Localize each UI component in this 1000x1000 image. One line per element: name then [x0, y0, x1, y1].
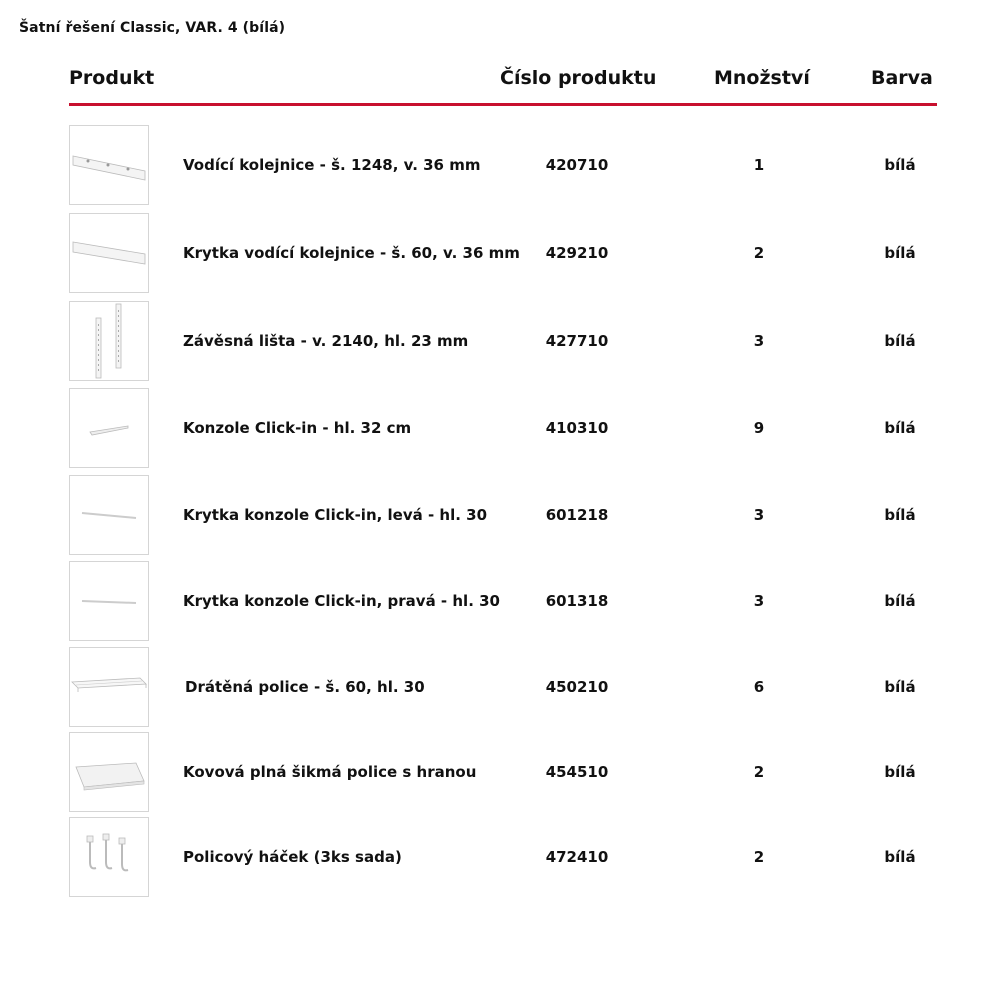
column-header-number: Číslo produktu — [500, 67, 657, 89]
product-color: bílá — [884, 156, 916, 174]
bracket-cover-right-icon — [69, 561, 149, 641]
product-number: 454510 — [545, 763, 609, 781]
hanging-bar-icon — [69, 301, 149, 381]
product-number: 429210 — [545, 244, 609, 262]
table-row — [0, 732, 1000, 814]
product-quantity: 9 — [753, 419, 765, 437]
header-divider — [69, 103, 937, 106]
table-row — [0, 125, 1000, 207]
product-quantity: 2 — [753, 848, 765, 866]
product-name: Policový háček (3ks sada) — [183, 848, 402, 866]
product-color: bílá — [884, 678, 916, 696]
product-name: Kovová plná šikmá police s hranou — [183, 763, 477, 781]
product-name: Krytka vodící kolejnice - š. 60, v. 36 mm — [183, 244, 520, 262]
table-row — [0, 647, 1000, 729]
product-quantity: 6 — [753, 678, 765, 696]
bracket-icon — [69, 388, 149, 468]
product-color: bílá — [884, 506, 916, 524]
product-color: bílá — [884, 848, 916, 866]
column-header-quantity: Množství — [714, 67, 810, 89]
wire-shelf-icon — [69, 647, 149, 727]
table-row — [0, 301, 1000, 383]
rail-icon — [69, 125, 149, 205]
product-number: 601218 — [545, 506, 609, 524]
product-color: bílá — [884, 332, 916, 350]
sloped-shelf-icon — [69, 732, 149, 812]
rail-cover-icon — [69, 213, 149, 293]
product-name: Závěsná lišta - v. 2140, hl. 23 mm — [183, 332, 469, 350]
table-row — [0, 475, 1000, 557]
product-number: 472410 — [545, 848, 609, 866]
table-row — [0, 213, 1000, 295]
product-name: Konzole Click-in - hl. 32 cm — [183, 419, 412, 437]
product-quantity: 2 — [753, 244, 765, 262]
column-header-product: Produkt — [69, 67, 155, 89]
bracket-cover-left-icon — [69, 475, 149, 555]
table-row — [0, 561, 1000, 643]
product-quantity: 3 — [753, 592, 765, 610]
product-quantity: 1 — [753, 156, 765, 174]
product-name: Vodící kolejnice - š. 1248, v. 36 mm — [183, 156, 481, 174]
product-name: Krytka konzole Click-in, levá - hl. 30 — [183, 506, 488, 524]
product-quantity: 3 — [753, 506, 765, 524]
product-number: 410310 — [545, 419, 609, 437]
product-color: bílá — [884, 592, 916, 610]
product-quantity: 2 — [753, 763, 765, 781]
product-color: bílá — [884, 763, 916, 781]
product-number: 427710 — [545, 332, 609, 350]
product-color: bílá — [884, 419, 916, 437]
product-quantity: 3 — [753, 332, 765, 350]
product-number: 601318 — [545, 592, 609, 610]
column-header-color: Barva — [871, 67, 933, 89]
product-number: 420710 — [545, 156, 609, 174]
hook-set-icon — [69, 817, 149, 897]
table-row — [0, 388, 1000, 470]
product-name: Drátěná police - š. 60, hl. 30 — [185, 678, 425, 696]
product-name: Krytka konzole Click-in, pravá - hl. 30 — [183, 592, 500, 610]
product-color: bílá — [884, 244, 916, 262]
page-title: Šatní řešení Classic, VAR. 4 (bílá) — [19, 20, 286, 36]
table-row — [0, 817, 1000, 899]
product-number: 450210 — [545, 678, 609, 696]
